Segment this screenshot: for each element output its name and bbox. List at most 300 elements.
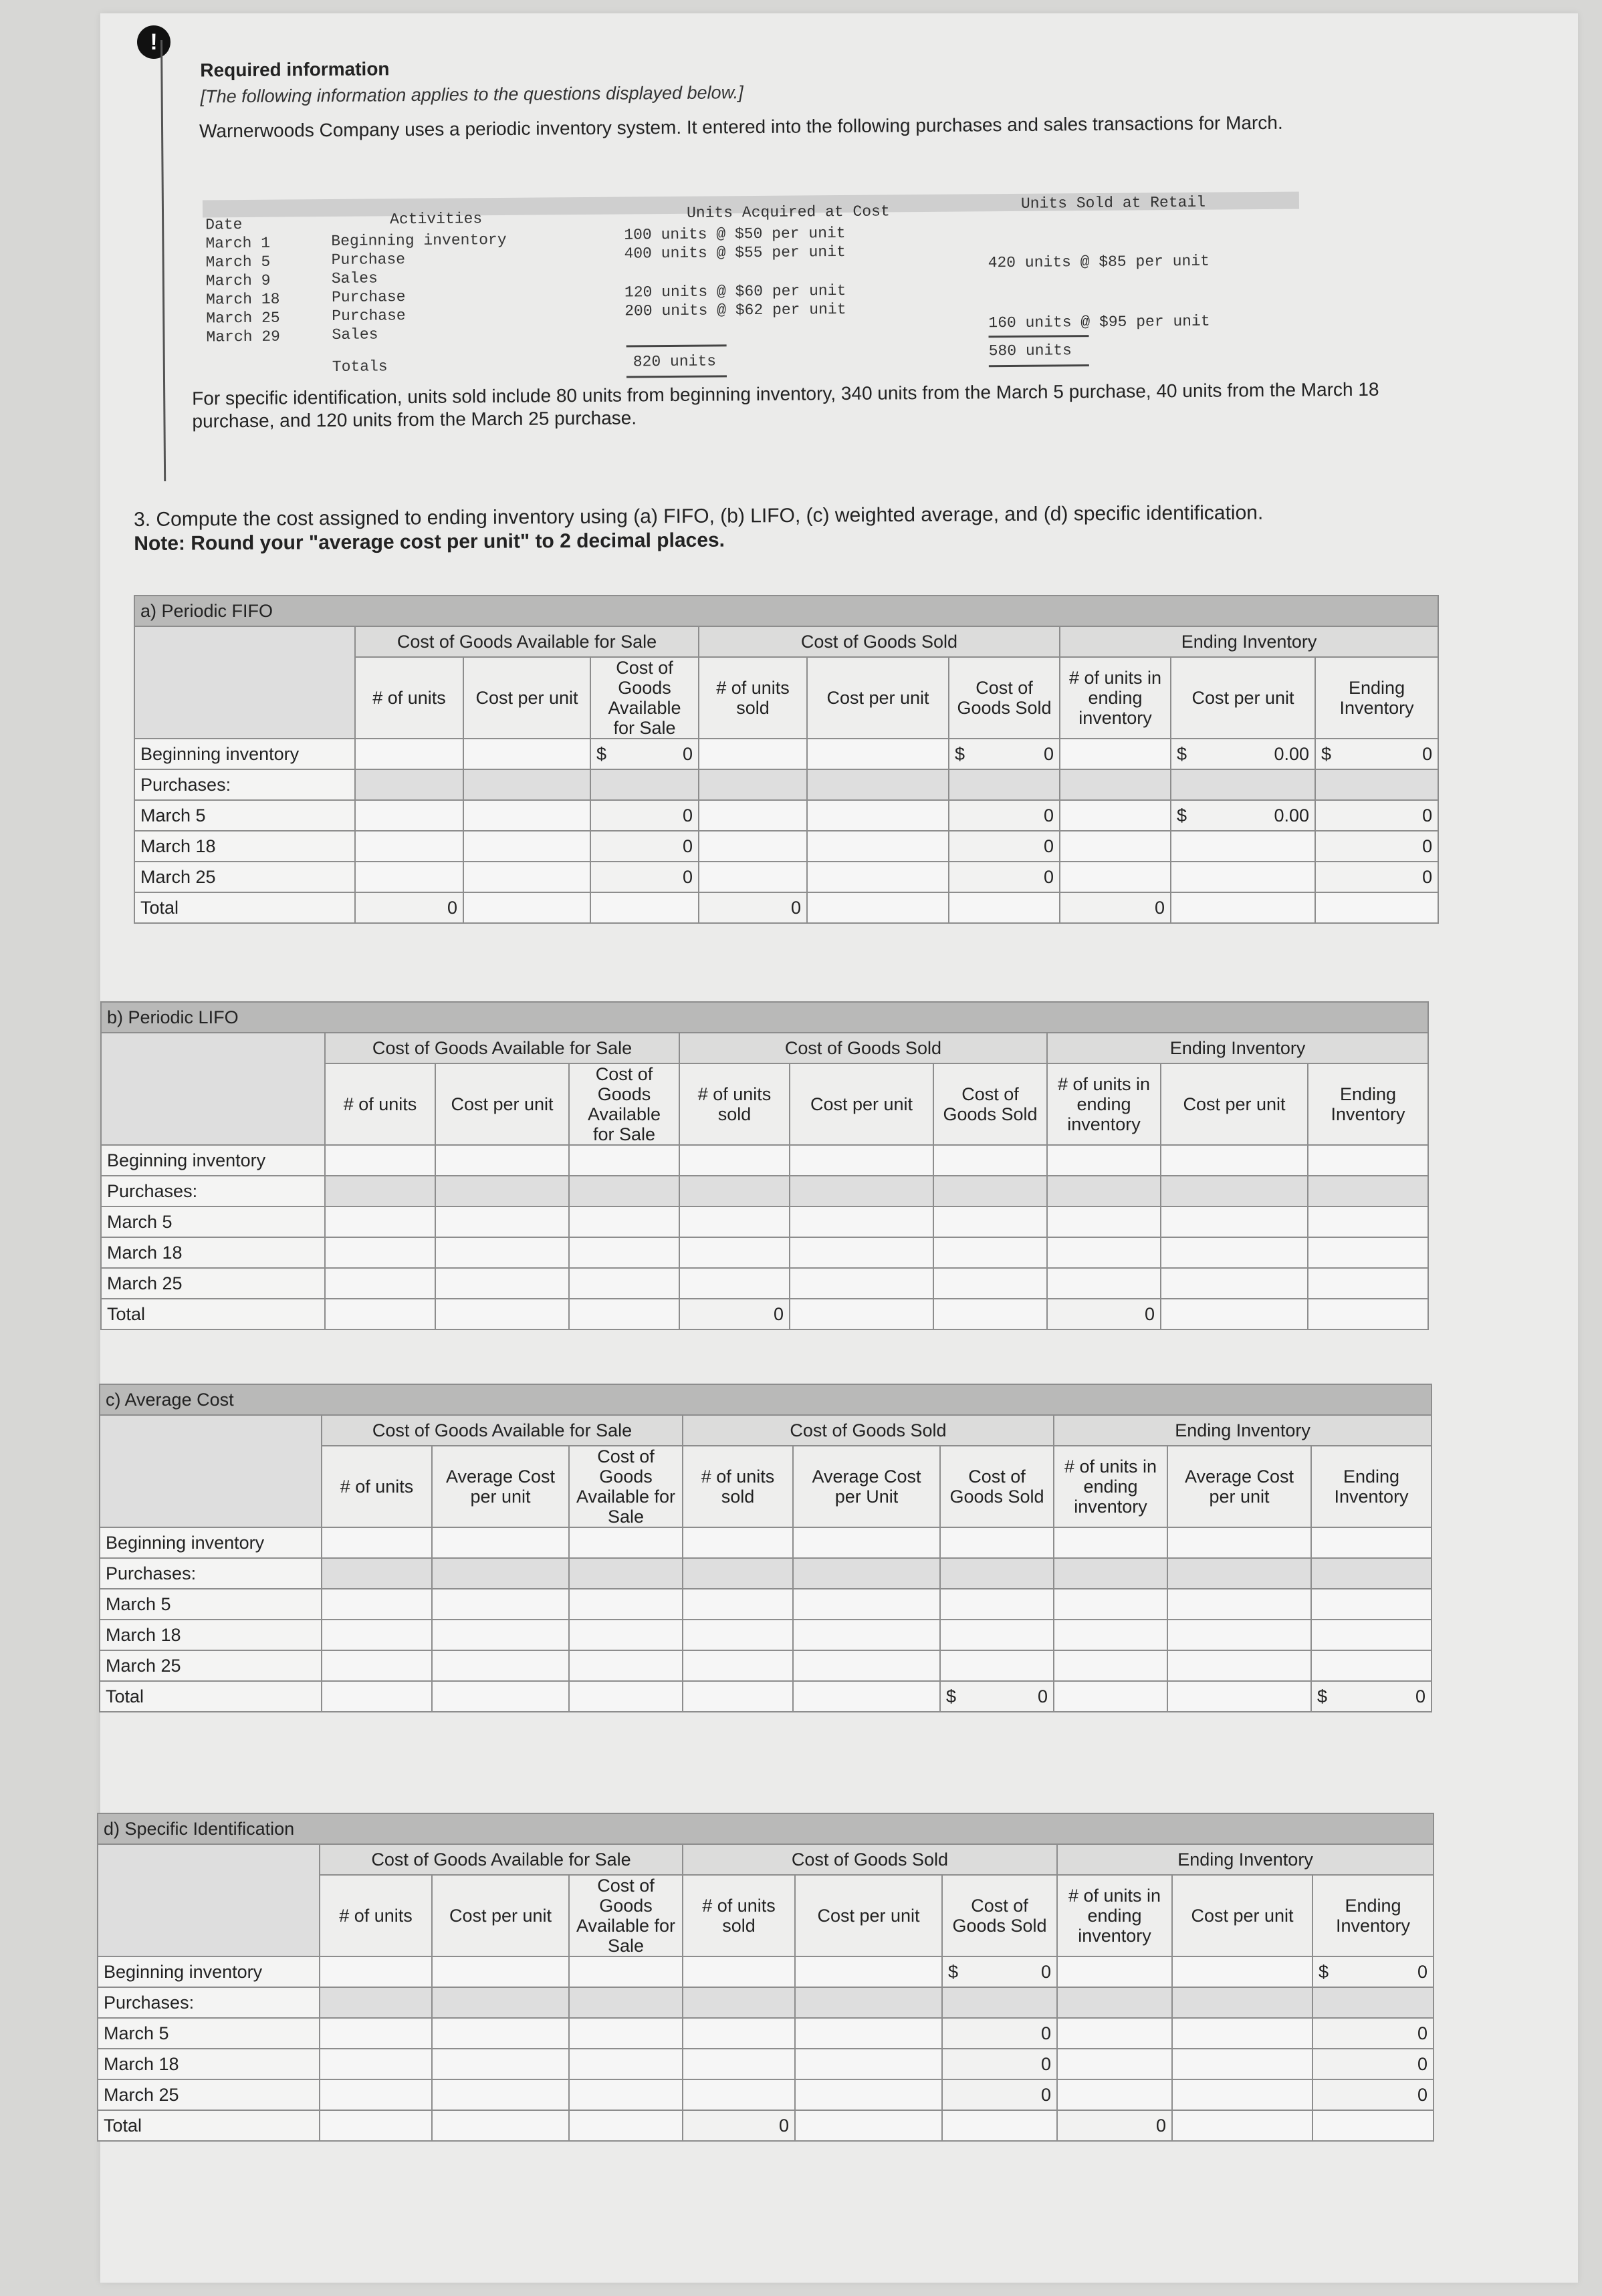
spec-m25-ending-inv: 0 xyxy=(1312,2079,1434,2110)
spec-beg-cogs: $ 0 xyxy=(942,1956,1057,1987)
txn-header-sold: Units Sold at Retail xyxy=(1020,193,1206,213)
avg-cell[interactable] xyxy=(569,1620,683,1650)
col-units-sold: # of units sold xyxy=(699,657,807,739)
col-units-ending: # of units in ending inventory xyxy=(1054,1446,1167,1527)
txn-header-date: Date xyxy=(205,216,243,234)
spec-cell[interactable] xyxy=(569,2079,683,2110)
fifo-total-ending-inv-input[interactable] xyxy=(1315,892,1438,923)
specific-table xyxy=(97,1813,1434,2142)
lifo-cell[interactable] xyxy=(790,1299,933,1329)
spec-cell[interactable] xyxy=(683,1956,795,1987)
col-units: # of units xyxy=(322,1446,432,1527)
fifo-total-cogs-input[interactable] xyxy=(949,892,1060,923)
spec-cell[interactable] xyxy=(1172,2079,1312,2110)
col-cost-per-unit: Cost per unit xyxy=(790,1063,933,1145)
lifo-total-sold: 0 xyxy=(679,1299,790,1329)
avg-cell[interactable] xyxy=(940,1527,1054,1558)
avg-cell[interactable] xyxy=(322,1681,432,1712)
lifo-cell[interactable] xyxy=(933,1268,1047,1299)
col-units-sold: # of units sold xyxy=(679,1063,790,1145)
spec-cell[interactable] xyxy=(569,1956,683,1987)
spec-cell[interactable] xyxy=(795,1956,942,1987)
avg-total-ending-inv: $ 0 xyxy=(1311,1681,1432,1712)
fifo-total-sold-cpu xyxy=(807,892,949,923)
txn-activity: Sales xyxy=(331,269,378,288)
col-cost-per-unit: Cost per unit xyxy=(435,1063,569,1145)
fifo-m25-cogas: 0 xyxy=(590,862,699,892)
txn-acquired: 200 units @ $62 per unit xyxy=(624,300,846,320)
spec-cell[interactable] xyxy=(569,2018,683,2049)
row-label-march5: March 5 xyxy=(101,1206,325,1237)
fifo-m5-units-input[interactable] xyxy=(355,800,463,831)
avg-cell[interactable] xyxy=(793,1650,940,1681)
col-ending-inventory: Ending Inventory xyxy=(1312,1875,1434,1956)
specific-identification-note: For specific identification, units sold include 80 units from beginning inventory, 340 units from the March 5 purchase, 40 units from the March 18 purchase, and 120 units from the March 25 purchase. xyxy=(192,378,1379,432)
lifo-cell[interactable] xyxy=(325,1206,435,1237)
col-units-sold: # of units sold xyxy=(683,1446,793,1527)
question-3 xyxy=(134,500,1471,556)
txn-sold: 160 units @ $95 per unit xyxy=(988,312,1210,332)
lifo-cell[interactable] xyxy=(1308,1237,1428,1268)
lifo-cell[interactable] xyxy=(1308,1299,1428,1329)
avg-cell[interactable] xyxy=(569,1527,683,1558)
col-ending-inventory: Ending Inventory xyxy=(1308,1063,1428,1145)
spec-cell[interactable] xyxy=(432,2018,569,2049)
spec-cell[interactable] xyxy=(683,2049,795,2079)
avg-table-panel xyxy=(99,1384,1432,1712)
fifo-m25-sold-input[interactable] xyxy=(699,862,807,892)
group-available: Cost of Goods Available for Sale xyxy=(320,1844,683,1875)
lifo-cell[interactable] xyxy=(325,1237,435,1268)
spec-cell[interactable] xyxy=(1057,1956,1172,1987)
spec-cell[interactable] xyxy=(795,2110,942,2141)
avg-cell[interactable] xyxy=(1167,1650,1311,1681)
txn-totals-sold: 580 units xyxy=(988,342,1072,360)
row-label-march25: March 25 xyxy=(100,1650,322,1681)
avg-cell[interactable] xyxy=(322,1650,432,1681)
row-label-march5: March 5 xyxy=(98,2018,320,2049)
txn-activity: Purchase xyxy=(331,288,406,307)
col-units-ending: # of units in ending inventory xyxy=(1057,1875,1172,1956)
txn-totals-label: Totals xyxy=(332,358,388,376)
lifo-cell[interactable] xyxy=(933,1145,1047,1176)
avg-cell[interactable] xyxy=(1167,1681,1311,1712)
avg-cell[interactable] xyxy=(683,1589,793,1620)
avg-cell[interactable] xyxy=(793,1681,940,1712)
row-label-total: Total xyxy=(134,892,355,923)
group-available: Cost of Goods Available for Sale xyxy=(325,1033,679,1063)
col-cogs: Cost of Goods Sold xyxy=(940,1446,1054,1527)
col-cogs: Cost of Goods Sold xyxy=(933,1063,1047,1145)
row-label-purchases: Purchases: xyxy=(134,769,355,800)
txn-date: March 1 xyxy=(205,234,271,253)
col-cogas: Cost of Goods Available for Sale xyxy=(590,657,699,739)
fifo-title: a) Periodic FIFO xyxy=(134,596,1438,626)
avg-cell[interactable] xyxy=(1054,1620,1167,1650)
spec-cell[interactable] xyxy=(795,2079,942,2110)
row-label-march25: March 25 xyxy=(134,862,355,892)
col-cost-per-unit: Cost per unit xyxy=(1171,657,1315,739)
avg-cell[interactable] xyxy=(940,1589,1054,1620)
lifo-cell[interactable] xyxy=(1308,1268,1428,1299)
col-units: # of units xyxy=(320,1875,432,1956)
spec-cell[interactable] xyxy=(1172,2018,1312,2049)
acquired-double-underline xyxy=(626,375,727,378)
alert-icon: ! xyxy=(137,25,170,59)
col-cost-per-unit: Cost per unit xyxy=(795,1875,942,1956)
fifo-beg-units-input[interactable] xyxy=(355,739,463,769)
col-units: # of units xyxy=(325,1063,435,1145)
spec-total-sold: 0 xyxy=(683,2110,795,2141)
spec-cell[interactable] xyxy=(320,2079,432,2110)
fifo-beg-ending-input[interactable] xyxy=(1060,739,1171,769)
lifo-total-ending: 0 xyxy=(1047,1299,1161,1329)
fifo-m18-sold-input[interactable] xyxy=(699,831,807,862)
spec-cell[interactable] xyxy=(320,2018,432,2049)
spec-total-ending: 0 xyxy=(1057,2110,1172,2141)
lifo-cell[interactable] xyxy=(1047,1206,1161,1237)
spec-cell[interactable] xyxy=(569,2110,683,2141)
spec-cell[interactable] xyxy=(795,2049,942,2079)
row-label-beginning: Beginning inventory xyxy=(134,739,355,769)
spec-cell[interactable] xyxy=(1172,2049,1312,2079)
fifo-m5-sold-input[interactable] xyxy=(699,800,807,831)
avg-cell[interactable] xyxy=(1167,1527,1311,1558)
row-label-beginning: Beginning inventory xyxy=(98,1956,320,1987)
avg-total-cogs: $ 0 xyxy=(940,1681,1054,1712)
lifo-cell[interactable] xyxy=(679,1206,790,1237)
avg-cell[interactable] xyxy=(1311,1589,1432,1620)
fifo-beg-cpu-input[interactable] xyxy=(463,739,590,769)
spec-cell[interactable] xyxy=(1312,2110,1434,2141)
spec-cell[interactable] xyxy=(1057,2018,1172,2049)
required-subtitle: [The following information applies to the questions displayed below.] xyxy=(200,82,743,107)
row-label-beginning: Beginning inventory xyxy=(100,1527,322,1558)
lifo-cell[interactable] xyxy=(679,1268,790,1299)
fifo-table xyxy=(134,595,1439,924)
col-cost-per-unit: Cost per unit xyxy=(463,657,590,739)
lifo-cell[interactable] xyxy=(679,1145,790,1176)
group-ending: Ending Inventory xyxy=(1057,1844,1434,1875)
group-sold: Cost of Goods Sold xyxy=(699,626,1060,657)
row-label-purchases: Purchases: xyxy=(101,1176,325,1206)
fifo-beg-ending-inv: $ 0 xyxy=(1315,739,1438,769)
col-cost-per-unit: Cost per unit xyxy=(1161,1063,1308,1145)
col-units: # of units xyxy=(355,657,463,739)
avg-cell[interactable] xyxy=(1167,1620,1311,1650)
avg-cell[interactable] xyxy=(1311,1650,1432,1681)
spec-cell[interactable] xyxy=(432,2049,569,2079)
spec-cell[interactable] xyxy=(1057,2049,1172,2079)
fifo-m5-cogs: 0 xyxy=(949,800,1060,831)
fifo-total-sold: 0 xyxy=(699,892,807,923)
row-label-total: Total xyxy=(100,1681,322,1712)
lifo-cell[interactable] xyxy=(933,1299,1047,1329)
fifo-m18-cogas: 0 xyxy=(590,831,699,862)
txn-activity: Sales xyxy=(332,326,378,344)
lifo-cell[interactable] xyxy=(1161,1299,1308,1329)
lifo-cell[interactable] xyxy=(435,1237,569,1268)
spec-cell[interactable] xyxy=(942,2110,1057,2141)
avg-cell[interactable] xyxy=(1311,1620,1432,1650)
spec-cell[interactable] xyxy=(1172,1956,1312,1987)
avg-cell[interactable] xyxy=(793,1620,940,1650)
question-note: Note: Round your "average cost per unit" to 2 decimal places. xyxy=(134,529,725,555)
txn-activity: Beginning inventory xyxy=(331,231,507,251)
row-label-march25: March 25 xyxy=(101,1268,325,1299)
avg-cell[interactable] xyxy=(683,1650,793,1681)
lifo-cell[interactable] xyxy=(933,1237,1047,1268)
intro-text: Warnerwoods Company uses a periodic inventory system. It entered into the following purchases and sales transactions for March. xyxy=(199,112,1283,142)
lifo-cell[interactable] xyxy=(790,1268,933,1299)
fifo-m25-units-input[interactable] xyxy=(355,862,463,892)
required-information-panel xyxy=(160,30,1436,481)
spec-m18-ending-inv: 0 xyxy=(1312,2049,1434,2079)
fifo-m18-ending-input[interactable] xyxy=(1060,831,1171,862)
lifo-cell[interactable] xyxy=(569,1206,679,1237)
specific-table-panel xyxy=(97,1813,1434,2142)
row-label-march18: March 18 xyxy=(101,1237,325,1268)
col-ending-inventory: Ending Inventory xyxy=(1315,657,1438,739)
spec-cell[interactable] xyxy=(683,2079,795,2110)
spec-cell[interactable] xyxy=(432,2110,569,2141)
lifo-cell[interactable] xyxy=(435,1145,569,1176)
fifo-total-cpu xyxy=(463,892,590,923)
avg-cell[interactable] xyxy=(322,1620,432,1650)
lifo-cell[interactable] xyxy=(1161,1206,1308,1237)
col-avg-cost-per-unit: Average Cost per unit xyxy=(432,1446,569,1527)
lifo-cell[interactable] xyxy=(1047,1268,1161,1299)
spec-cell[interactable] xyxy=(432,1956,569,1987)
row-label-total: Total xyxy=(98,2110,320,2141)
fifo-m18-sold-cpu-input[interactable] xyxy=(807,831,949,862)
sold-underline xyxy=(989,335,1089,338)
sold-double-underline xyxy=(989,364,1089,367)
col-cost-per-unit: Cost per unit xyxy=(1172,1875,1312,1956)
avg-cell[interactable] xyxy=(569,1589,683,1620)
row-label-beginning: Beginning inventory xyxy=(101,1145,325,1176)
fifo-beg-cogs: $ 0 xyxy=(949,739,1060,769)
col-cogs: Cost of Goods Sold xyxy=(942,1875,1057,1956)
row-label-march5: March 5 xyxy=(100,1589,322,1620)
lifo-table xyxy=(100,1001,1429,1330)
lifo-cell[interactable] xyxy=(435,1299,569,1329)
txn-date: March 25 xyxy=(206,309,280,328)
fifo-total-ending-cpu xyxy=(1171,892,1315,923)
avg-cell[interactable] xyxy=(683,1681,793,1712)
fifo-beg-ending-cpu: $ 0.00 xyxy=(1171,739,1315,769)
fifo-m5-cpu-input[interactable] xyxy=(463,800,590,831)
txn-activity: Purchase xyxy=(331,251,406,269)
row-label-total: Total xyxy=(101,1299,325,1329)
fifo-m5-ending-cpu: $ 0.00 xyxy=(1171,800,1315,831)
txn-header-activities: Activities xyxy=(390,210,483,229)
spec-cell[interactable] xyxy=(1057,2079,1172,2110)
spec-cell[interactable] xyxy=(320,2049,432,2079)
spec-beg-ending-inv: $ 0 xyxy=(1312,1956,1434,1987)
group-available: Cost of Goods Available for Sale xyxy=(322,1415,683,1446)
txn-date: March 18 xyxy=(205,290,280,309)
spec-m18-cogs: 0 xyxy=(942,2049,1057,2079)
lifo-title: b) Periodic LIFO xyxy=(101,1002,1428,1033)
fifo-beg-cogas: $ 0 xyxy=(590,739,699,769)
avg-cell[interactable] xyxy=(432,1620,569,1650)
txn-header-acquired: Units Acquired at Cost xyxy=(686,203,890,222)
avg-cell[interactable] xyxy=(1054,1589,1167,1620)
specific-title: d) Specific Identification xyxy=(98,1813,1434,1844)
lifo-cell[interactable] xyxy=(569,1268,679,1299)
lifo-cell[interactable] xyxy=(435,1268,569,1299)
col-cogas: Cost of Goods Available for Sale xyxy=(569,1063,679,1145)
fifo-total-units: 0 xyxy=(355,892,463,923)
avg-cell[interactable] xyxy=(432,1681,569,1712)
spec-m5-ending-inv: 0 xyxy=(1312,2018,1434,2049)
lifo-cell[interactable] xyxy=(790,1145,933,1176)
txn-activity: Purchase xyxy=(332,307,406,325)
avg-cell[interactable] xyxy=(569,1681,683,1712)
txn-date: March 9 xyxy=(205,271,271,290)
txn-date: March 5 xyxy=(205,253,271,271)
row-label-march18: March 18 xyxy=(98,2049,320,2079)
spec-cell[interactable] xyxy=(1172,2110,1312,2141)
row-label-purchases: Purchases: xyxy=(100,1558,322,1589)
col-units-ending: # of units in ending inventory xyxy=(1060,657,1171,739)
avg-cell[interactable] xyxy=(432,1589,569,1620)
fifo-m18-cpu-input[interactable] xyxy=(463,831,590,862)
avg-cell[interactable] xyxy=(683,1620,793,1650)
lifo-cell[interactable] xyxy=(1161,1237,1308,1268)
avg-table xyxy=(99,1384,1432,1712)
fifo-m25-ending-input[interactable] xyxy=(1060,862,1171,892)
fifo-m18-cogs: 0 xyxy=(949,831,1060,862)
txn-acquired: 100 units @ $50 per unit xyxy=(624,224,846,244)
group-ending: Ending Inventory xyxy=(1054,1415,1432,1446)
spec-cell[interactable] xyxy=(795,2018,942,2049)
avg-cell[interactable] xyxy=(432,1527,569,1558)
row-label-march5: March 5 xyxy=(134,800,355,831)
avg-cell[interactable] xyxy=(940,1650,1054,1681)
lifo-cell[interactable] xyxy=(1308,1145,1428,1176)
avg-cell[interactable] xyxy=(322,1589,432,1620)
avg-cell[interactable] xyxy=(940,1620,1054,1650)
row-label-march18: March 18 xyxy=(100,1620,322,1650)
col-ending-inventory: Ending Inventory xyxy=(1311,1446,1432,1527)
row-label-march25: March 25 xyxy=(98,2079,320,2110)
spec-cell[interactable] xyxy=(683,2018,795,2049)
fifo-beg-sold-cpu-input[interactable] xyxy=(807,739,949,769)
txn-acquired: 400 units @ $55 per unit xyxy=(624,243,846,263)
spec-cell[interactable] xyxy=(320,2110,432,2141)
col-cogas: Cost of Goods Available for Sale xyxy=(569,1446,683,1527)
lifo-cell[interactable] xyxy=(1308,1206,1428,1237)
avg-cell[interactable] xyxy=(1054,1650,1167,1681)
fifo-m18-units-input[interactable] xyxy=(355,831,463,862)
col-avg-cost-per-unit: Average Cost per unit xyxy=(1167,1446,1311,1527)
fifo-table-panel xyxy=(134,595,1439,924)
lifo-cell[interactable] xyxy=(1047,1237,1161,1268)
txn-totals-acquired: 820 units xyxy=(633,352,717,371)
fifo-m5-ending-inv: 0 xyxy=(1315,800,1438,831)
fifo-m25-sold-cpu-input[interactable] xyxy=(807,862,949,892)
fifo-m5-cogas: 0 xyxy=(590,800,699,831)
acquired-underline xyxy=(626,344,727,347)
required-title: Required information xyxy=(200,58,390,81)
avg-title: c) Average Cost xyxy=(100,1384,1432,1415)
col-avg-cost-per-unit: Average Cost per Unit xyxy=(793,1446,940,1527)
lifo-cell[interactable] xyxy=(933,1206,1047,1237)
fifo-m5-ending-input[interactable] xyxy=(1060,800,1171,831)
col-cost-per-unit: Cost per unit xyxy=(432,1875,569,1956)
lifo-cell[interactable] xyxy=(1047,1145,1161,1176)
avg-cell[interactable] xyxy=(322,1527,432,1558)
lifo-cell[interactable] xyxy=(790,1206,933,1237)
avg-cell[interactable] xyxy=(683,1527,793,1558)
group-ending: Ending Inventory xyxy=(1047,1033,1428,1063)
col-units-ending: # of units in ending inventory xyxy=(1047,1063,1161,1145)
avg-cell[interactable] xyxy=(1054,1681,1167,1712)
col-cost-per-unit: Cost per unit xyxy=(807,657,949,739)
lifo-table-panel xyxy=(100,1001,1429,1330)
avg-cell[interactable] xyxy=(793,1589,940,1620)
fifo-m18-ending-cpu-input[interactable] xyxy=(1171,831,1315,862)
lifo-cell[interactable] xyxy=(325,1268,435,1299)
fifo-m25-ending-cpu-input[interactable] xyxy=(1171,862,1315,892)
group-sold: Cost of Goods Sold xyxy=(683,1415,1054,1446)
lifo-cell[interactable] xyxy=(435,1206,569,1237)
fifo-beg-sold-input[interactable] xyxy=(699,739,807,769)
avg-cell[interactable] xyxy=(793,1527,940,1558)
lifo-cell[interactable] xyxy=(325,1299,435,1329)
col-cogas: Cost of Goods Available for Sale xyxy=(569,1875,683,1956)
group-available: Cost of Goods Available for Sale xyxy=(355,626,699,657)
fifo-m18-ending-inv: 0 xyxy=(1315,831,1438,862)
txn-acquired: 120 units @ $60 per unit xyxy=(624,281,846,301)
lifo-cell[interactable] xyxy=(569,1299,679,1329)
group-sold: Cost of Goods Sold xyxy=(683,1844,1057,1875)
lifo-cell[interactable] xyxy=(1161,1145,1308,1176)
spec-cell[interactable] xyxy=(320,1956,432,1987)
lifo-cell[interactable] xyxy=(325,1145,435,1176)
lifo-cell[interactable] xyxy=(679,1237,790,1268)
avg-cell[interactable] xyxy=(569,1650,683,1681)
question-text: 3. Compute the cost assigned to ending inventory using (a) FIFO, (b) LIFO, (c) weighted average, and (d) specific identification. xyxy=(134,501,1264,531)
spec-cell[interactable] xyxy=(432,2079,569,2110)
fifo-m25-ending-inv: 0 xyxy=(1315,862,1438,892)
fifo-m5-sold-cpu-input[interactable] xyxy=(807,800,949,831)
col-units-sold: # of units sold xyxy=(683,1875,795,1956)
lifo-cell[interactable] xyxy=(569,1145,679,1176)
spec-cell[interactable] xyxy=(569,2049,683,2079)
lifo-cell[interactable] xyxy=(790,1237,933,1268)
group-ending: Ending Inventory xyxy=(1060,626,1438,657)
txn-sold: 420 units @ $85 per unit xyxy=(988,252,1210,272)
avg-cell[interactable] xyxy=(1054,1527,1167,1558)
lifo-cell[interactable] xyxy=(569,1237,679,1268)
col-cogs: Cost of Goods Sold xyxy=(949,657,1060,739)
avg-cell[interactable] xyxy=(1167,1589,1311,1620)
fifo-total-cogas-input[interactable] xyxy=(590,892,699,923)
lifo-cell[interactable] xyxy=(1161,1268,1308,1299)
avg-cell[interactable] xyxy=(432,1650,569,1681)
row-label-march18: March 18 xyxy=(134,831,355,862)
fifo-total-ending: 0 xyxy=(1060,892,1171,923)
fifo-m25-cpu-input[interactable] xyxy=(463,862,590,892)
fifo-m25-cogs: 0 xyxy=(949,862,1060,892)
group-sold: Cost of Goods Sold xyxy=(679,1033,1047,1063)
avg-cell[interactable] xyxy=(1311,1527,1432,1558)
row-label-purchases: Purchases: xyxy=(98,1987,320,2018)
txn-date: March 29 xyxy=(206,328,281,346)
